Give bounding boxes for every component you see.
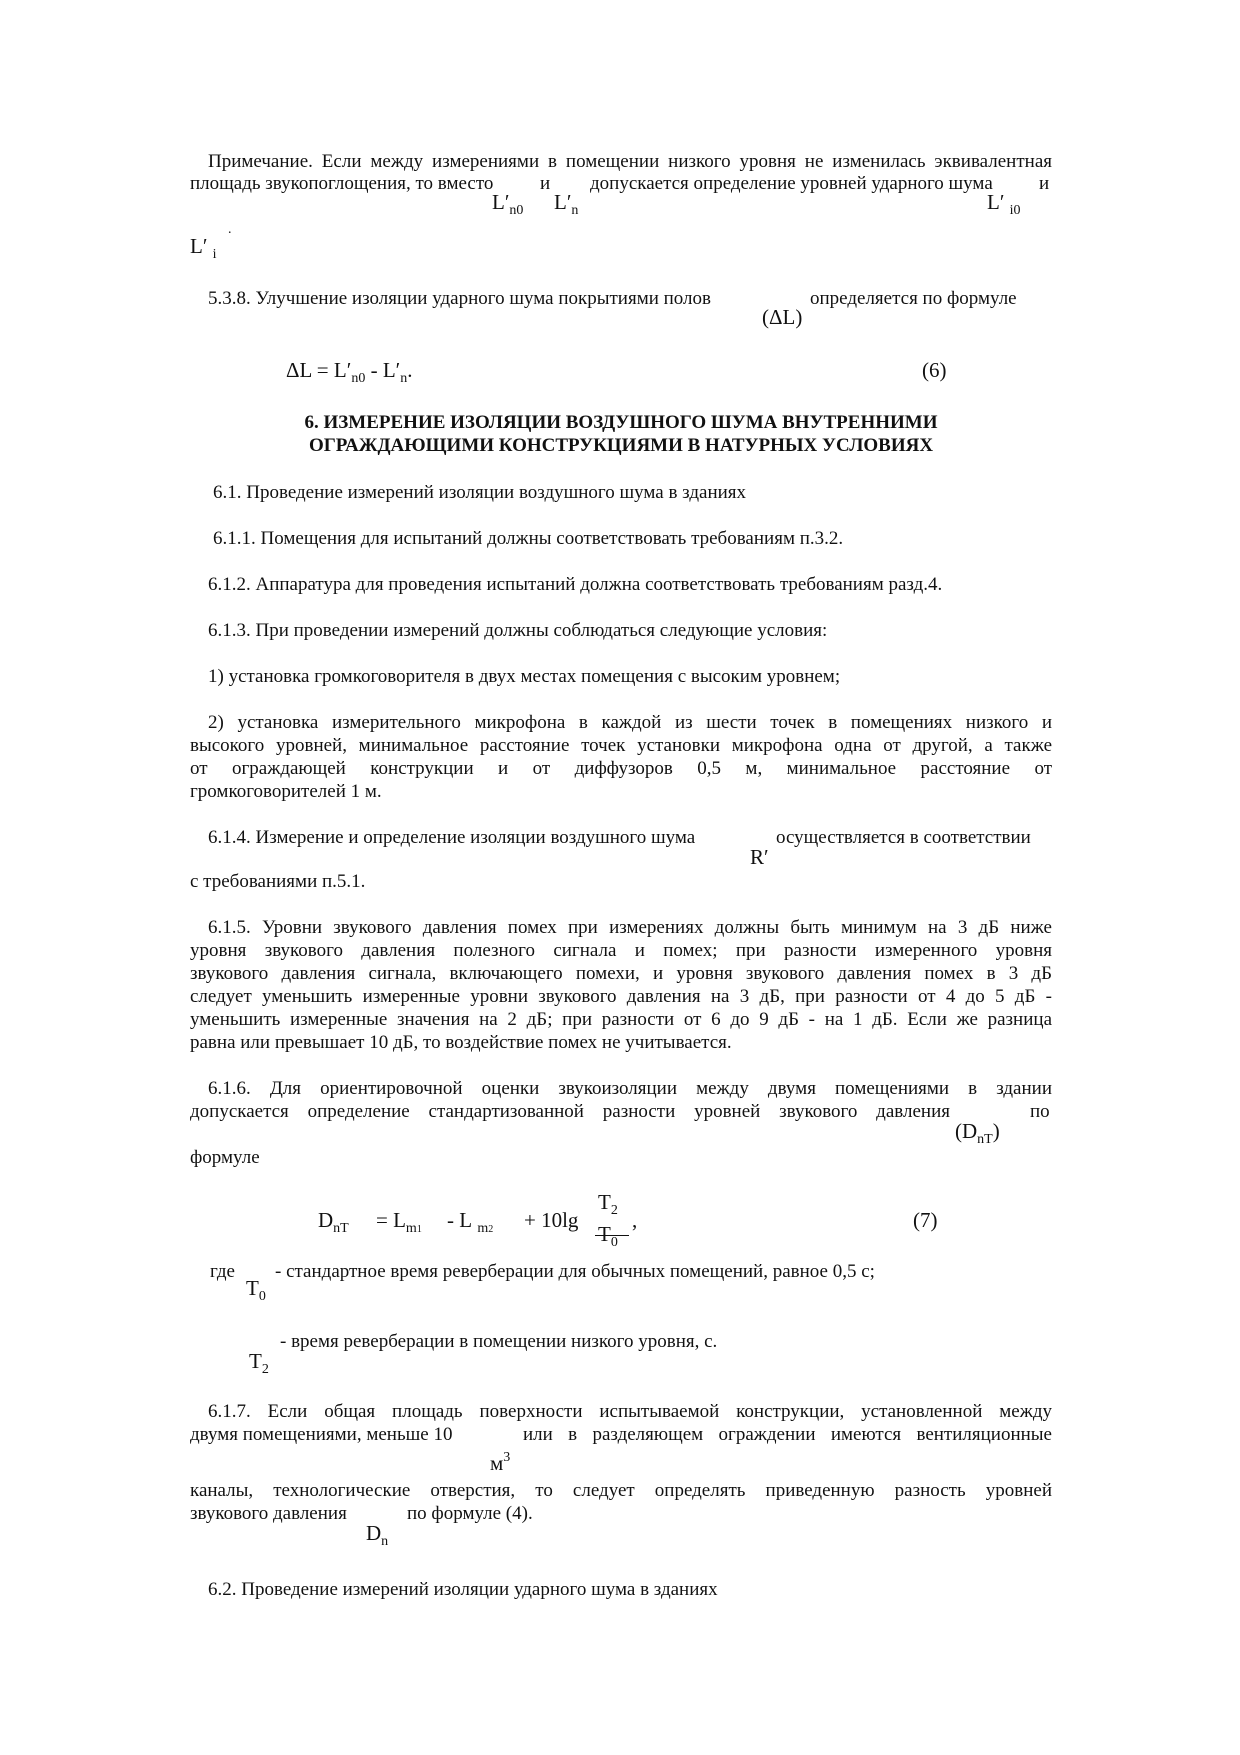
p614-text-a: 6.1.4. Измерение и определение изоляции воздушного шума bbox=[208, 827, 696, 848]
p617-line-4a: звукового давления bbox=[190, 1503, 347, 1524]
cond2-line-3: от ограждающей конструкции и от диффузоров 0,5 м, минимальное расстояние от bbox=[190, 758, 1052, 779]
symbol-li: L′ $_i$ bbox=[190, 234, 217, 262]
p615-line-2: уровня звукового давления полезного сигнала и помех; при разности измеренного уровня bbox=[190, 940, 1052, 961]
p615-line-1: 6.1.5. Уровни звукового давления помех при измерениях должны быть минимум на 3 дБ ниже bbox=[208, 917, 1052, 938]
p611: 6.1.1. Помещения для испытаний должны соответствовать требованиям п.3.2. bbox=[213, 528, 844, 549]
note-line-2c: допускается определение уровней ударного шума bbox=[590, 173, 993, 194]
formula-7-number: (7) bbox=[913, 1208, 938, 1232]
p612: 6.1.2. Аппаратура для проведения испытаний должна соответствовать требованиям разд.4. bbox=[208, 574, 943, 595]
cond1: 1) установка громкоговорителя в двух местах помещения с высоким уровнем; bbox=[208, 666, 841, 687]
cond2-line-1: 2) установка измерительного микрофона в каждой из шести точек в помещениях низкого и bbox=[208, 712, 1052, 733]
p616-line-2b: по bbox=[1030, 1101, 1050, 1122]
formula-7-numerator: $T_2$ bbox=[598, 1190, 618, 1218]
p617-line-1: 6.1.7. Если общая площадь поверхности испытываемой конструкции, установленной между bbox=[208, 1401, 1052, 1422]
symbol-r-prime: R′ bbox=[750, 845, 769, 869]
symbol-li0: L′ $_{i0}$ bbox=[987, 190, 1021, 218]
cond2-line-2: высокого уровней, минимальное расстояние точек установки микрофона одна от другой, а также bbox=[190, 735, 1052, 756]
p615-line-3: звукового давления сигнала, включающего помехи, и уровня звукового давления помех в 3 дБ bbox=[190, 963, 1052, 984]
p614-text-b: осуществляется в соответствии bbox=[776, 827, 1031, 848]
p615-line-5: уменьшить измеренные значения на 2 дБ; при разности от 6 до 9 дБ - на 1 дБ. Если же разница bbox=[190, 1009, 1052, 1030]
where-label: где bbox=[210, 1261, 235, 1282]
symbol-ln0: $L'_{n0}$ bbox=[492, 190, 524, 218]
p615-line-6: равна или превышает 10 дБ, то воздействие помех не учитывается. bbox=[190, 1032, 732, 1053]
p617-line-2a: двумя помещениями, меньше 10 bbox=[190, 1424, 453, 1445]
symbol-t0: $T_0$ bbox=[246, 1276, 266, 1304]
note-line-2a: площадь звукопоглощения, то вместо bbox=[190, 173, 494, 194]
note-line-2d: и bbox=[1039, 173, 1050, 194]
p538-text-b: определяется по формуле bbox=[810, 288, 1017, 309]
p615-line-4: следует уменьшить измеренные уровни звукового давления на 3 дБ, при разности от 4 до 5 дБ - bbox=[190, 986, 1052, 1007]
formula-7-log: + 10lg bbox=[524, 1208, 579, 1232]
where-t0-text: - стандартное время реверберации для обычных помещений, равное 0,5 с; bbox=[275, 1261, 875, 1282]
p613: 6.1.3. При проведении измерений должны соблюдаться следующие условия: bbox=[208, 620, 828, 641]
note-line-2b: и bbox=[540, 173, 551, 194]
p614-line-2: с требованиями п.5.1. bbox=[190, 871, 366, 892]
symbol-dnt: $(D_{nT})$ bbox=[955, 1119, 1000, 1147]
formula-6-number: (6) bbox=[922, 358, 947, 382]
cond2-line-4: громкоговорителей 1 м. bbox=[190, 781, 382, 802]
formula-7-lm1: = $L_{m1}$ bbox=[376, 1208, 422, 1236]
symbol-ln: $L'_n$ bbox=[554, 190, 579, 218]
formula-7-lm2: - L $_{m2}$ bbox=[447, 1208, 494, 1236]
symbol-delta-l: (ΔL) bbox=[762, 305, 803, 329]
p616-line-3: формуле bbox=[190, 1147, 260, 1168]
unit-m3: $м^3$ bbox=[490, 1450, 511, 1475]
p617-line-2b: или в разделяющем ограждении имеются вентиляционные bbox=[523, 1424, 1052, 1445]
formula-7-comma: , bbox=[632, 1208, 638, 1232]
section-title-line-2: ОГРАЖДАЮЩИМИ КОНСТРУКЦИЯМИ В НАТУРНЫХ УСЛОВИЯХ bbox=[308, 435, 934, 456]
note-line-1: Примечание. Если между измерениями в помещении низкого уровня не изменилась эквивалентная bbox=[208, 151, 1052, 172]
p616-line-1: 6.1.6. Для ориентировочной оценки звукоизоляции между двумя помещениями в здании bbox=[208, 1078, 1052, 1099]
section-title-line-1: 6. ИЗМЕРЕНИЕ ИЗОЛЯЦИИ ВОЗДУШНОГО ШУМА ВНУТРЕННИМИ bbox=[304, 412, 938, 433]
p617-line-4b: по формуле (4). bbox=[407, 1503, 533, 1524]
formula-6: $\Delta L = L'_{n0} - L'_n$. bbox=[286, 358, 413, 386]
note-dot: . bbox=[228, 222, 232, 237]
formula-7-denominator: $T_0$ bbox=[598, 1222, 618, 1250]
where-t2-text: - время реверберации в помещении низкого уровня, с. bbox=[280, 1331, 718, 1352]
p61: 6.1. Проведение измерений изоляции воздушного шума в зданиях bbox=[213, 482, 747, 503]
p538-text-a: 5.3.8. Улучшение изоляции ударного шума покрытиями полов bbox=[208, 288, 711, 309]
p616-line-2a: допускается определение стандартизованной разности уровней звукового давления bbox=[190, 1101, 950, 1122]
symbol-t2: $T_2$ bbox=[249, 1349, 269, 1377]
p62: 6.2. Проведение измерений изоляции ударного шума в зданиях bbox=[208, 1579, 718, 1600]
symbol-dn: $D_n$ bbox=[366, 1521, 389, 1549]
p617-line-3: каналы, технологические отверстия, то следует определять приведенную разность уровней bbox=[190, 1480, 1052, 1501]
formula-7-lhs: $D_{nT}$ bbox=[318, 1208, 349, 1236]
